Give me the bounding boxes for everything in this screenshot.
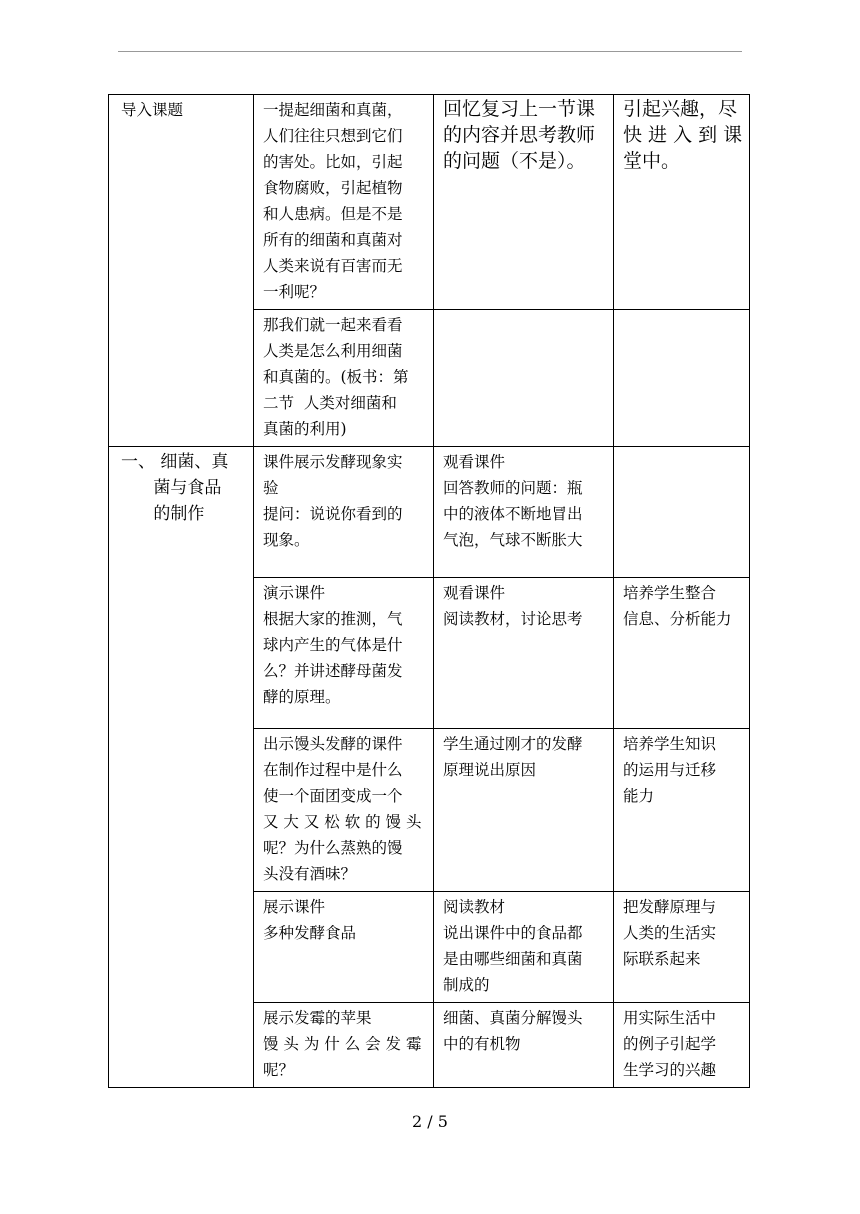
- text-line: 的害处。比如，引起: [263, 153, 403, 171]
- text-line: 人们往往只想到它们: [263, 127, 403, 145]
- text-line: 出示馒头发酵的课件: [263, 735, 403, 753]
- text-line: 菌与食品: [121, 478, 222, 498]
- text-line: 堂中。: [623, 150, 681, 172]
- text-line: 展示课件: [263, 898, 326, 916]
- teacher-activity-cell: [254, 447, 434, 578]
- text-line: 一提起细菌和真菌，: [263, 101, 403, 119]
- text-line: 用实际生活中: [623, 1009, 717, 1027]
- text-line: 人类来说有百害而无: [263, 257, 403, 275]
- text-line: 酵的原理。: [263, 688, 341, 706]
- text-line: 中的有机物: [443, 1035, 521, 1053]
- text-line: 么？并讲述酵母菌发: [263, 662, 403, 680]
- text-line: 头没有酒味？: [263, 865, 357, 883]
- text-line: 说出课件中的食品都: [443, 924, 583, 942]
- text-line: 提问：说说你看到的: [263, 505, 403, 523]
- text-line: 回答教师的问题：瓶: [443, 479, 583, 497]
- text-line: 验: [263, 479, 279, 497]
- student-activity-cell: [434, 578, 614, 729]
- text-line: 那我们就一起来看看: [263, 316, 403, 334]
- student-activity-cell: [434, 892, 614, 1003]
- table-row: [109, 447, 750, 578]
- text-line: 导入课题: [121, 101, 184, 119]
- text-line: 阅读教材，讨论思考: [443, 610, 583, 628]
- design-intent-cell: [614, 310, 750, 447]
- text-line: 的制作: [121, 504, 205, 524]
- text-line: 培养学生整合: [623, 584, 717, 602]
- stage-cell: [109, 447, 254, 1088]
- text-line: 呢？为什么蒸熟的馒: [263, 839, 403, 857]
- text-line: 一、 细菌、真: [121, 452, 229, 472]
- page-number: 2 / 5: [412, 1112, 448, 1131]
- header-rule: [118, 51, 742, 52]
- design-intent-cell: [614, 95, 750, 310]
- design-intent-cell: [614, 578, 750, 729]
- text-line: 人类的生活实: [623, 924, 717, 942]
- text-line: 的内容并思考教师: [443, 124, 596, 146]
- text-line: 学生通过刚才的发酵: [443, 735, 583, 753]
- text-line: 阅读教材: [443, 898, 506, 916]
- text-line: 的问题（不是）。: [443, 150, 586, 172]
- text-line: 根据大家的推测，气: [263, 610, 403, 628]
- text-line: 二节 人类对细菌和: [263, 394, 397, 412]
- text-line: 演示课件: [263, 584, 326, 602]
- text-line: 的运用与迁移: [623, 761, 717, 779]
- teacher-activity-cell: [254, 892, 434, 1003]
- text-line: 引起兴趣，尽: [623, 98, 738, 120]
- text-line: 展示发霉的苹果: [263, 1009, 372, 1027]
- text-line: 一利呢？: [263, 283, 326, 301]
- student-activity-cell: [434, 447, 614, 578]
- text-line: 回忆复习上一节课: [443, 98, 596, 120]
- design-intent-cell: [614, 1003, 750, 1088]
- text-line: 所有的细菌和真菌对: [263, 231, 403, 249]
- student-activity-cell: [434, 729, 614, 892]
- teacher-activity-cell: [254, 95, 434, 310]
- text-line: 观看课件: [443, 584, 506, 602]
- text-line: 在制作过程中是什么: [263, 761, 403, 779]
- text-line: 是由哪些细菌和真菌: [443, 950, 583, 968]
- design-intent-cell: [614, 892, 750, 1003]
- student-activity-cell: [434, 95, 614, 310]
- text-line: 际联系起来: [623, 950, 701, 968]
- student-activity-cell: [434, 1003, 614, 1088]
- text-line: 细菌、真菌分解馒头: [443, 1009, 583, 1027]
- text-line: 馒 头 为 什 么 会 发 霉: [263, 1035, 422, 1053]
- teacher-activity-cell: [254, 578, 434, 729]
- table-row: [109, 95, 750, 310]
- text-line: 观看课件: [443, 453, 506, 471]
- text-line: 课件展示发酵现象实: [263, 453, 403, 471]
- text-line: 中的液体不断地冒出: [443, 505, 583, 523]
- design-intent-cell: [614, 447, 750, 578]
- text-line: 气泡，气球不断胀大: [443, 531, 583, 549]
- text-line: 快 进 入 到 课: [623, 124, 743, 146]
- teacher-activity-cell: [254, 1003, 434, 1088]
- teacher-activity-cell: [254, 310, 434, 447]
- teacher-activity-cell: [254, 729, 434, 892]
- text-line: 现象。: [263, 531, 310, 549]
- text-line: 信息、分析能力: [623, 610, 732, 628]
- text-line: 能力: [623, 787, 655, 805]
- text-line: 和人患病。但是不是: [263, 205, 403, 223]
- text-line: 人类是怎么利用细菌: [263, 342, 403, 360]
- text-line: 又 大 又 松 软 的 馒 头: [263, 813, 422, 831]
- text-line: 球内产生的气体是什: [263, 636, 403, 654]
- text-line: 培养学生知识: [623, 735, 717, 753]
- text-line: 制成的: [443, 976, 490, 994]
- design-intent-cell: [614, 729, 750, 892]
- text-line: 呢？: [263, 1061, 295, 1079]
- text-line: 把发酵原理与: [623, 898, 717, 916]
- lesson-plan-table: [108, 94, 750, 1088]
- text-line: 的例子引起学: [623, 1035, 717, 1053]
- text-line: 和真菌的。(板书：第: [263, 368, 409, 386]
- stage-cell: [109, 95, 254, 447]
- text-line: 食物腐败，引起植物: [263, 179, 403, 197]
- text-line: 生学习的兴趣: [623, 1061, 717, 1079]
- text-line: 使一个面团变成一个: [263, 787, 403, 805]
- student-activity-cell: [434, 310, 614, 447]
- text-line: 多种发酵食品: [263, 924, 357, 942]
- text-line: 原理说出原因: [443, 761, 537, 779]
- text-line: 真菌的利用): [263, 420, 347, 438]
